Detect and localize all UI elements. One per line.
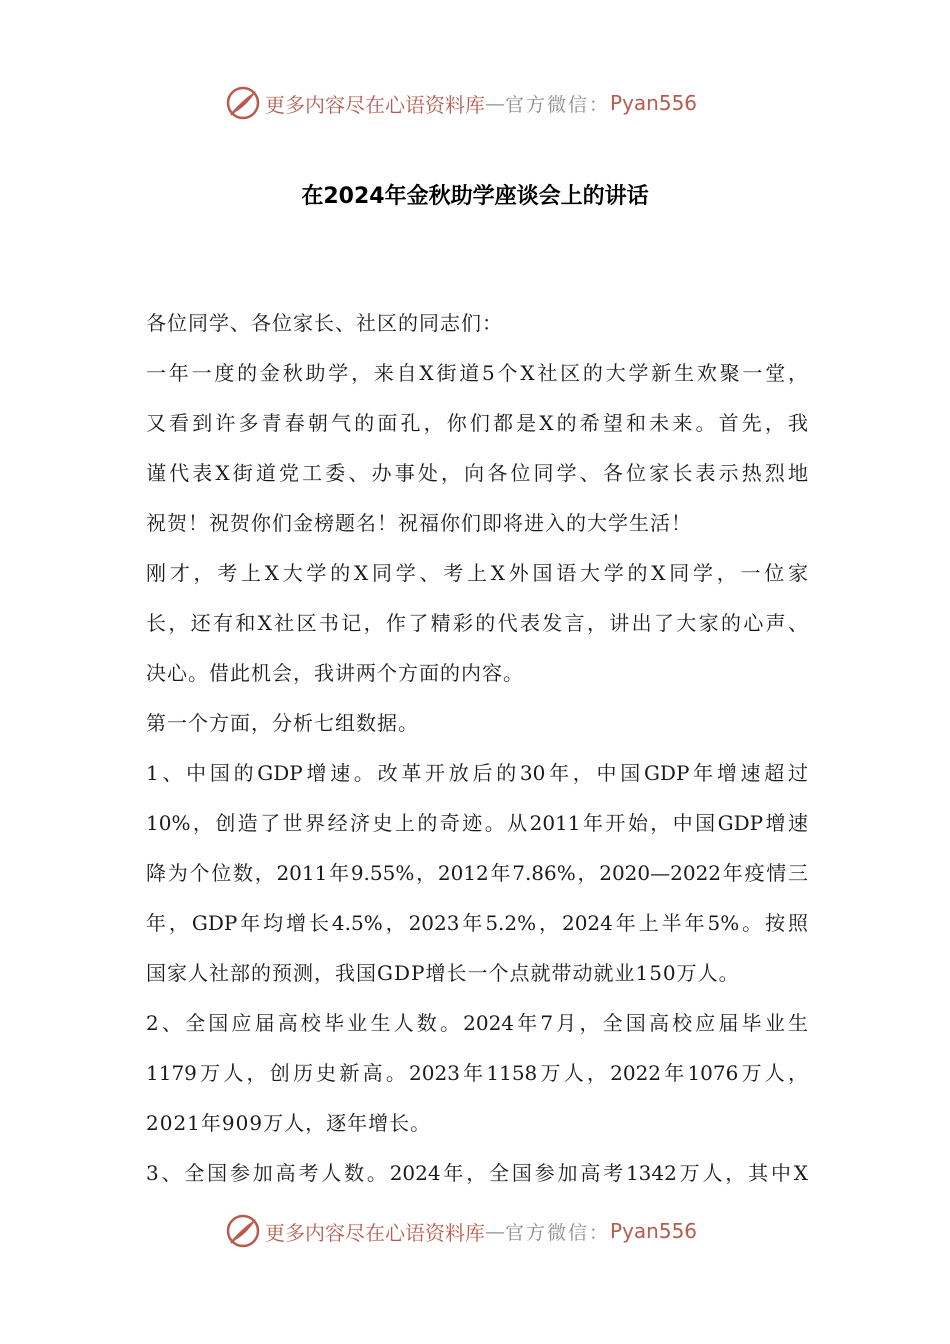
paragraph-line: 降为个位数，2011年9.55%，2012年7.86%，2020—2022年疫情三 (146, 861, 808, 885)
paragraph-line: 长，还有和X社区书记，作了精彩的代表发言，讲出了大家的心声、 (146, 611, 808, 635)
paragraph-line: 1179万人，创历史新高。2023年1158万人，2022年1076万人， (146, 1061, 808, 1085)
paragraph-line: 年，GDP年均增长4.5%，2023年5.2%，2024年上半年5%。按照 (146, 911, 808, 935)
paragraph-line: 10%，创造了世界经济史上的奇迹。从2011年开始，中国GDP增速 (146, 811, 808, 835)
watermark-header (225, 83, 697, 123)
watermark-wechat-id: Pyan556 (610, 1219, 698, 1243)
paragraph-line: 一年一度的金秋助学，来自X街道5个X社区的大学新生欢聚一堂， (146, 361, 808, 385)
quill-logo-icon (225, 1213, 261, 1249)
paragraph-line: 又看到许多青春朝气的面孔，你们都是X的希望和未来。首先，我 (146, 411, 808, 435)
watermark-label: 官方微信： (505, 1221, 611, 1244)
paragraph-line: 决心。借此机会，我讲两个方面的内容。 (146, 661, 524, 685)
watermark-footer (225, 1211, 697, 1251)
document-body (146, 298, 808, 1198)
paragraph-line: 谨代表X街道党工委、办事处，向各位同学、各位家长表示热烈地 (146, 461, 808, 485)
quill-logo-icon (225, 85, 261, 121)
paragraph-line: 2、全国应届高校毕业生人数。2024年7月，全国高校应届毕业生 (146, 1011, 808, 1035)
paragraph-line: 1、中国的GDP增速。改革开放后的30年，中国GDP年增速超过 (146, 761, 808, 785)
document-title: 在2024年金秋助学座谈会上的讲话 (301, 184, 649, 209)
paragraph-line: 各位同学、各位家长、社区的同志们： (146, 311, 503, 335)
watermark-label: 官方微信： (505, 93, 611, 116)
watermark-dash: — (485, 91, 505, 115)
watermark-dash: — (485, 1219, 505, 1243)
paragraph-line: 3、全国参加高考人数。2024年，全国参加高考1342万人，其中X (146, 1161, 808, 1185)
paragraph-line: 2021年909万人，逐年增长。 (146, 1111, 432, 1135)
section-heading: 第一个方面，分析七组数据。 (146, 711, 419, 735)
watermark-wechat-id: Pyan556 (610, 91, 698, 115)
paragraph-line: 刚才，考上X大学的X同学、考上X外国语大学的X同学，一位家 (146, 561, 808, 585)
paragraph-line: 祝贺！祝贺你们金榜题名！祝福你们即将进入的大学生活！ (146, 511, 692, 535)
watermark-brand: 更多内容尽在心语资料库 (265, 92, 485, 117)
watermark-brand: 更多内容尽在心语资料库 (265, 1220, 485, 1245)
paragraph-line: 国家人社部的预测，我国GDP增长一个点就带动就业150万人。 (146, 961, 740, 985)
